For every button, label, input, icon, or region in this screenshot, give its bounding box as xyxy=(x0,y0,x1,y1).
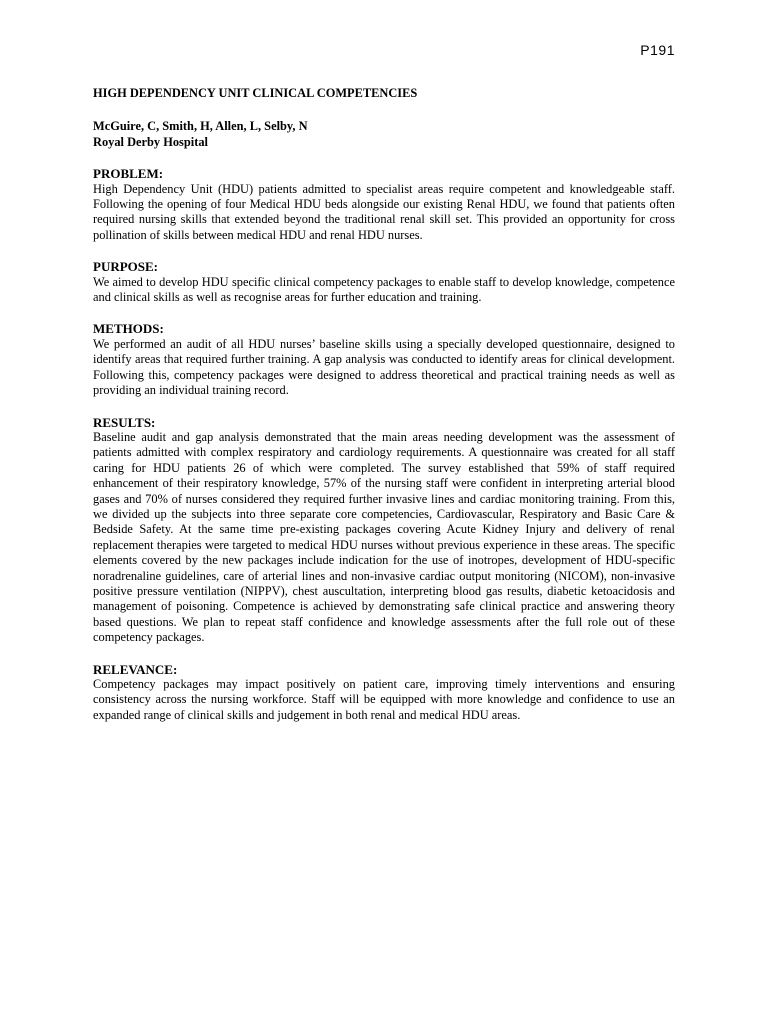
section-heading: RELEVANCE: xyxy=(93,661,178,677)
section-heading: PROBLEM: xyxy=(93,166,164,182)
section-heading: RESULTS: xyxy=(93,414,156,430)
abstract-title: HIGH DEPENDENCY UNIT CLINICAL COMPETENCIES xyxy=(93,86,418,100)
section-heading: PURPOSE: xyxy=(93,259,158,275)
section-purpose xyxy=(93,259,675,305)
section-heading: METHODS: xyxy=(93,321,164,337)
section-relevance xyxy=(93,662,675,724)
section-problem xyxy=(93,166,675,243)
section-text: High Dependency Unit (HDU) patients admitted to specialist areas require competent and knowledgeable staff. Following the opening of four Medical HDU beds alongside our existing Renal HDU, we found that patients often required nursing skills that extended beyond the traditional renal skill set. This provided an opportunity for cross pollination of skills between medical HDU and renal HDU nurses. xyxy=(93,181,675,242)
abstract-content xyxy=(93,86,675,723)
page-number: P191 xyxy=(640,42,675,58)
section-text: Competency packages may impact positively on patient care, improving timely interventions and ensuring consistency across the nursing workforce. Staff will be equipped with more knowledge and confidence to use an expanded range of clinical skills and judgement in both renal and medical HDU areas. xyxy=(93,677,675,722)
section-methods xyxy=(93,321,675,398)
affiliation: Royal Derby Hospital xyxy=(93,134,208,149)
section-text: Baseline audit and gap analysis demonstrated that the main areas needing development was the assessment of patients admitted with complex respiratory and cardiology requirements. A questionnaire was created for all staff caring for HDU patients 26 of which were completed. The survey established that 59% of staff required enhancement of their respiratory knowledge, 57% of the nursing staff were confident in interpreting arterial blood gases and 70% of nurses considered they required further invasive lines and cardiac monitoring training. From this, we divided up the subjects into three separate core competencies, Cardiovascular, Respiratory and Basic Care & Bedside Safety. At the same time pre-existing packages covering Acute Kidney Injury and delivery of renal replacement therapies were targeted to medical HDU nurses without previous experience in these areas. The specific elements covered by the new packages include indication for the use of inotropes, development of HDU-specific noradrenaline guidelines, care of arterial lines and non-invasive cardiac output monitoring (NICOM), non-invasive positive pressure ventilation (NIPPV), chest auscultation, interpreting blood gas results, diabetic ketoacidosis and management of poisoning. Competence is achieved by demonstrating safe clinical practice and answering theory based questions. We plan to repeat staff confidence and knowledge assessments after the full role out of these competency packages. xyxy=(93,429,675,645)
author-list: McGuire, C, Smith, H, Allen, L, Selby, N xyxy=(93,119,308,134)
section-text: We aimed to develop HDU specific clinical competency packages to enable staff to develop knowledge, competence and clinical skills as well as recognise areas for further education and training. xyxy=(93,274,675,305)
section-text: We performed an audit of all HDU nurses’ baseline skills using a specially developed questionnaire, designed to identify areas that required further training. A gap analysis was conducted to identify areas for clinical development. Following this, competency packages were designed to address theoretical and practical training needs as well as providing an individual training record. xyxy=(93,336,675,398)
section-results xyxy=(93,415,675,646)
